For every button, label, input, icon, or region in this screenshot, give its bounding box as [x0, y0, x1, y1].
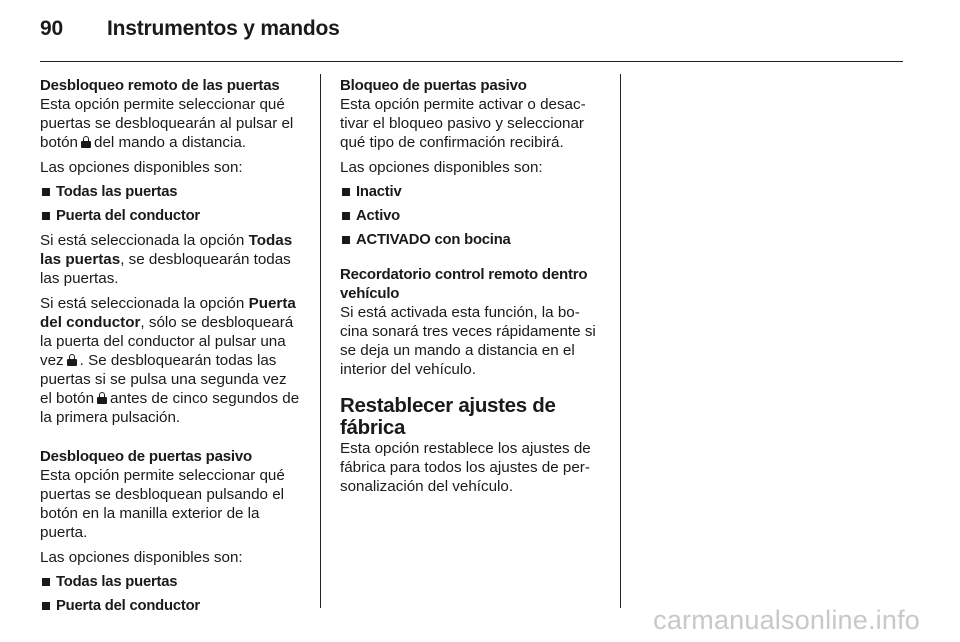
- passive-unlock-intro: Esta opción permite seleccionar qué puertas se desbloquean pulsando el botón en la manilla exterior de la puerta.: [40, 467, 285, 541]
- column-divider: [620, 74, 621, 608]
- bullet-square-icon: [342, 236, 350, 244]
- remote-unlock-intro: Esta opción permite seleccionar qué puertas se desbloquearán al pulsar el botón del mando a distancia.: [40, 96, 294, 151]
- paragraph-all-doors: Si está seleccionada la opción Todas las puertas, se desbloquearán todas las puertas.: [40, 232, 293, 287]
- section-heading-passive-lock: Bloqueo de puertas pasivo: [340, 77, 527, 94]
- factory-reset-body: Esta opción restablece los ajustes de fábrica para todos los ajustes de per-sonalización del vehículo.: [340, 440, 591, 495]
- passive-lock-intro: Esta opción permite activar o desac-tivar el bloqueo pasivo y seleccionar qué tipo de confirmación recibirá.: [340, 96, 586, 151]
- list-item: Todas las puertas: [40, 183, 302, 202]
- section-heading-passive-unlock: Desbloqueo de puertas pasivo: [40, 448, 252, 465]
- list-item: Puerta del conductor: [40, 597, 302, 616]
- list-item: Puerta del conductor: [40, 207, 302, 226]
- passive-unlock-options: [40, 573, 302, 616]
- lock-icon: [97, 392, 107, 404]
- header-rule: [40, 61, 903, 62]
- list-item: Todas las puertas: [40, 573, 302, 592]
- remote-reminder-body: Si está activada esta función, la bo-cina sonará tres veces rápidamente si se deja un mando a distancia en el interior del vehículo.: [340, 304, 596, 378]
- middle-column: [340, 76, 602, 502]
- bullet-square-icon: [42, 602, 50, 610]
- options-label: Las opciones disponibles son:: [340, 159, 543, 176]
- section-heading-remote-reminder: Recordatorio control remoto dentro vehículo: [340, 266, 588, 302]
- passive-lock-options: [340, 183, 602, 250]
- column-divider: [320, 74, 321, 608]
- bullet-square-icon: [342, 212, 350, 220]
- lock-icon: [67, 354, 77, 366]
- section-heading-remote-unlock: Desbloqueo remoto de las puertas: [40, 77, 280, 94]
- watermark: carmanualsonline.info: [653, 605, 920, 635]
- page-title: Instrumentos y mandos: [106, 17, 340, 40]
- bullet-square-icon: [42, 188, 50, 196]
- options-label: Las opciones disponibles son:: [40, 549, 243, 566]
- list-item: ACTIVADO con bocina: [340, 231, 602, 250]
- paragraph-driver-door: Si está seleccionada la opción Puerta del conductor, sólo se desbloqueará la puerta del conductor al pulsar una vez . Se desbloquearán todas las puertas si se pulsa una segunda vez el botón antes de cinco segundos de la primera pulsación.: [40, 295, 300, 426]
- list-item: Activo: [340, 207, 602, 226]
- lock-icon: [81, 136, 91, 148]
- options-label: Las opciones disponibles son:: [40, 159, 243, 176]
- page-header: [40, 17, 340, 41]
- section-heading-factory-reset: Restablecer ajustes de fábrica: [340, 394, 556, 439]
- page-number: 90: [40, 17, 63, 40]
- bullet-square-icon: [42, 212, 50, 220]
- list-item: Inactiv: [340, 183, 602, 202]
- remote-unlock-options: [40, 183, 302, 226]
- bullet-square-icon: [342, 188, 350, 196]
- bullet-square-icon: [42, 578, 50, 586]
- left-column: [40, 76, 302, 621]
